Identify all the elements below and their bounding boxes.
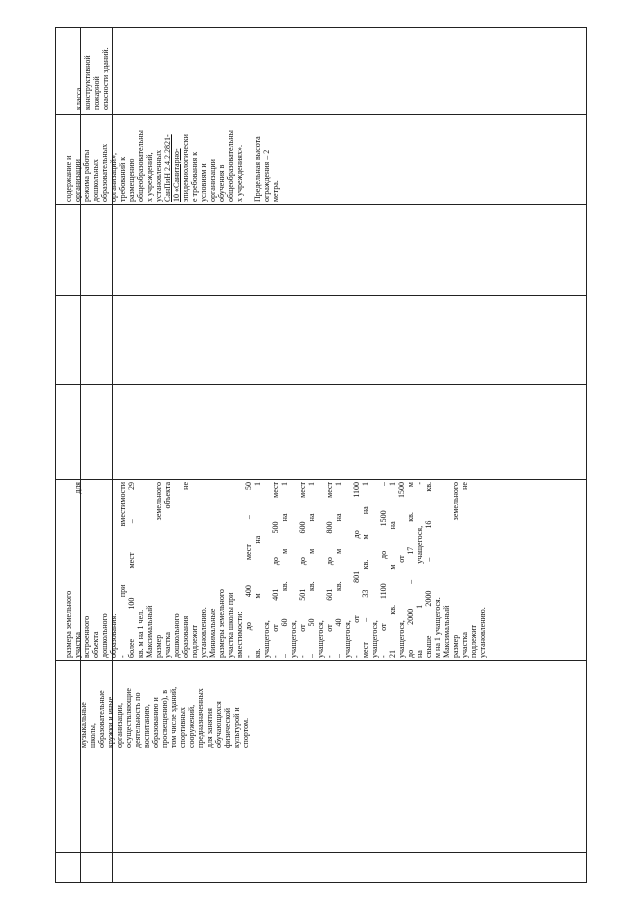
text-line: установлению. xyxy=(199,607,208,658)
cell-permitted-use xyxy=(79,664,250,844)
text-line: встроенного xyxy=(82,615,91,658)
text-line: спортом. xyxy=(241,717,250,748)
text-line: х учреждениях». xyxy=(235,145,244,202)
text-line: требований к xyxy=(118,156,127,202)
text-line: размер земельного xyxy=(154,482,163,658)
row-divider xyxy=(55,204,587,205)
text-line: культурой и xyxy=(232,707,241,748)
text-line: свыше 2000 – 16 кв. xyxy=(424,482,433,658)
text-line: конструктивной xyxy=(83,55,92,110)
text-line: кв. м на 1 чел. xyxy=(136,609,145,658)
text-line: - от 401 до 500 мест xyxy=(271,482,280,658)
text-line: образования не xyxy=(181,482,190,658)
text-line: - от 801 до 1100 xyxy=(352,482,361,658)
text-line: учащегося, xyxy=(262,620,271,658)
text-line: учащегося, xyxy=(316,620,325,658)
text-line: дошкольного xyxy=(100,613,109,658)
text-line: спортивных xyxy=(178,707,187,748)
text-line: воспитанию, xyxy=(142,704,151,748)
text-line: сооружений, xyxy=(187,704,196,748)
text-line: Минимальные xyxy=(208,608,217,658)
text-line: - от 601 до 800 мест xyxy=(325,482,334,658)
text-line: - до 400 мест – 50 xyxy=(244,482,253,658)
cell-permitted-use-text xyxy=(79,664,250,748)
text-line: – 60 кв. м на 1 xyxy=(280,482,289,658)
text-line: подлежит xyxy=(469,625,478,658)
text-line: содержание и xyxy=(64,155,73,202)
text-line: физической xyxy=(223,708,232,748)
text-line: установлению. xyxy=(478,607,487,658)
text-line: Максимальный xyxy=(145,605,154,658)
text-line: размер земельного xyxy=(451,482,460,658)
paragraph-gap xyxy=(244,118,253,202)
text-line: обучения в xyxy=(217,164,226,202)
text-line: общеобразовательны xyxy=(136,130,145,202)
text-line: обучающихся xyxy=(214,701,223,748)
text-line: 10 «Санитарно- xyxy=(172,148,181,202)
text-line: образовательные xyxy=(97,690,106,748)
row-divider xyxy=(55,384,587,385)
text-line: размеры земельного xyxy=(217,589,226,658)
text-line: учащегося, от 1500 xyxy=(397,482,406,658)
text-line: участка объекта xyxy=(163,482,172,658)
text-line: организаций», xyxy=(109,153,118,202)
cell-fire-class xyxy=(74,32,118,112)
text-line: эпидемиологически xyxy=(181,134,190,202)
text-line: организации xyxy=(73,159,82,202)
text-line: размера земельного xyxy=(64,590,73,658)
text-line: том числе зданий, xyxy=(169,686,178,748)
row-divider xyxy=(55,660,587,661)
cell-plot-sizes xyxy=(64,482,524,658)
text-line: организации xyxy=(208,159,217,202)
text-line: - от 501 до 600 мест xyxy=(298,482,307,658)
text-line: 21 кв. м на 1 xyxy=(388,482,397,658)
text-line: для занятия xyxy=(205,708,214,748)
cell-plot-sizes-text xyxy=(64,482,487,658)
text-line: режима работы xyxy=(82,149,91,202)
text-line: опасности зданий. xyxy=(101,47,110,110)
row-divider xyxy=(55,852,587,853)
row-divider xyxy=(55,479,587,480)
text-line: мест – 33 кв. м на 1 xyxy=(361,482,370,658)
text-line: образованию и xyxy=(151,697,160,748)
text-line: условиям и xyxy=(199,163,208,202)
text-line: образовательных xyxy=(100,143,109,202)
text-line: деятельность по xyxy=(133,692,142,748)
text-line: предназначенных xyxy=(196,688,205,748)
text-line: пожарной xyxy=(92,76,101,110)
text-line: до 2000 – 17 кв. м xyxy=(406,482,415,658)
text-line: установленных xyxy=(154,149,163,202)
row-divider xyxy=(55,295,587,296)
text-line: кружки и иные xyxy=(106,696,115,748)
text-line: учащегося, xyxy=(370,620,379,658)
text-line: участка школы при xyxy=(226,592,235,658)
text-line: вместимости: xyxy=(235,611,244,658)
text-line: учащегося, xyxy=(289,620,298,658)
text-line: ограждения – 2 xyxy=(262,149,271,202)
text-line: образования: xyxy=(109,613,118,658)
text-line: просвещению), в xyxy=(160,689,169,748)
text-line: музыкальные xyxy=(79,702,88,748)
row-divider xyxy=(55,114,587,115)
text-line: х учреждений, xyxy=(145,152,154,202)
text-line: – 40 кв. м на 1 xyxy=(334,482,343,658)
text-line: общеобразовательны xyxy=(226,130,235,202)
text-line: дошкольного xyxy=(172,613,181,658)
text-line: м на 1 учащегося. xyxy=(433,597,442,658)
text-line: размещению xyxy=(127,158,136,202)
text-line: на 1 учащегося, - xyxy=(415,482,424,658)
text-line: школы, xyxy=(88,723,97,748)
text-line: организации, xyxy=(115,703,124,748)
text-line: участка не xyxy=(460,482,469,658)
text-line: – 50 кв. м на 1 xyxy=(307,482,316,658)
text-line: е требования к xyxy=(190,151,199,202)
text-line: учащегося, xyxy=(343,620,352,658)
cell-fire-class-text xyxy=(74,32,110,110)
text-line: подлежит xyxy=(190,625,199,658)
text-line: класса xyxy=(74,87,83,110)
text-line: - при вместимости xyxy=(118,482,127,658)
text-line: дошкольных xyxy=(91,159,100,202)
text-line: кв. м на 1 xyxy=(253,482,262,658)
cell-requirements-text xyxy=(64,118,280,202)
text-line: объекта xyxy=(91,631,100,658)
text-line: участка для xyxy=(73,482,82,658)
cell-requirements-top xyxy=(64,118,280,202)
text-line: более 100 мест – 29 xyxy=(127,482,136,658)
text-line: - от 1100 до 1500 – xyxy=(379,482,388,658)
text-line: осуществляющие xyxy=(124,688,133,748)
text-line: СанПиН 2.4.2.2821- xyxy=(163,134,172,202)
text-line: метра. xyxy=(271,180,280,202)
text-line: Максимальный xyxy=(442,605,451,658)
text-line: Предельная высота xyxy=(253,136,262,202)
